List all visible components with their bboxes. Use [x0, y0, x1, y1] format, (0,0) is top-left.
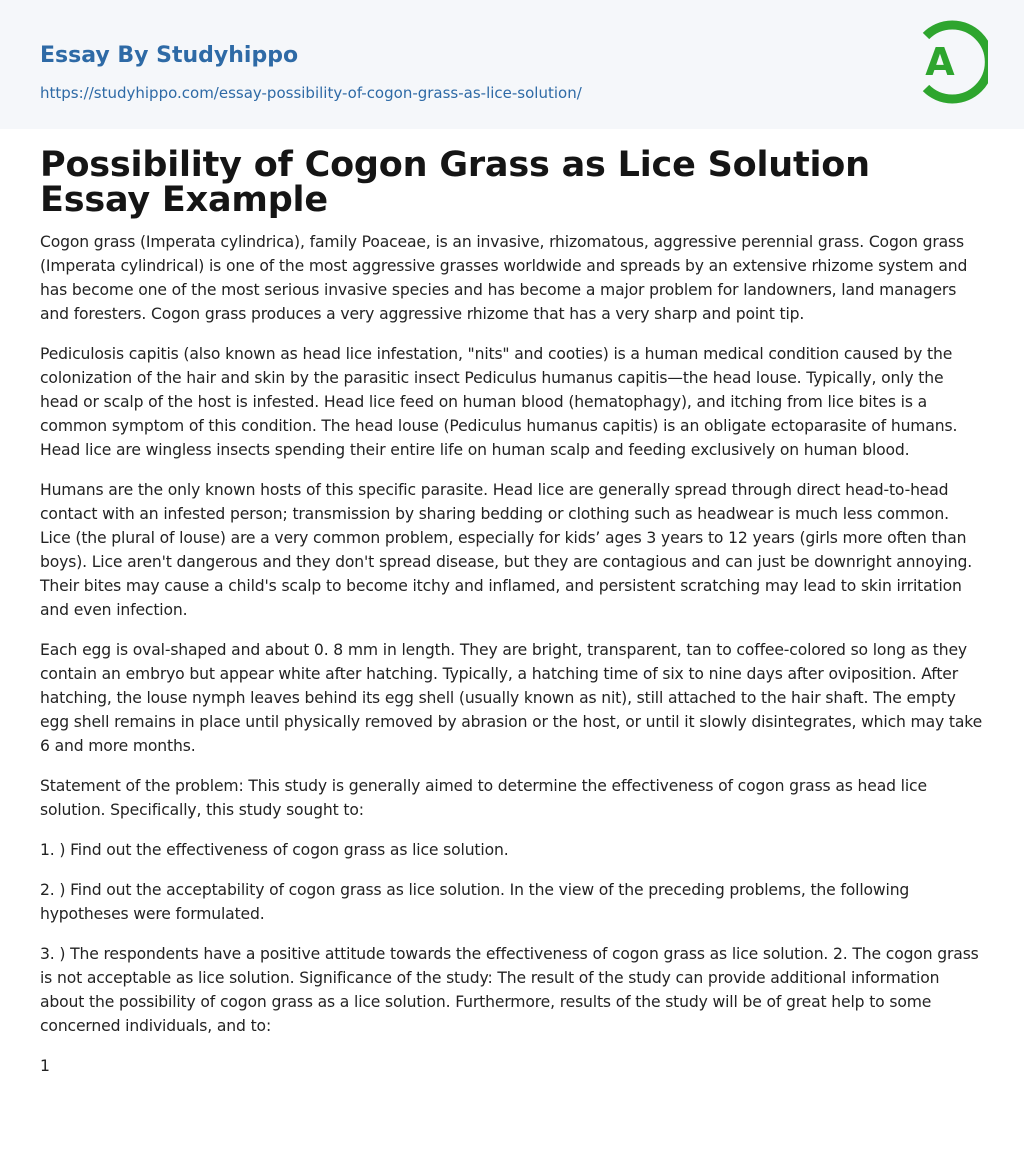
- studyhippo-logo[interactable]: [912, 18, 988, 106]
- article-title: Possibility of Cogon Grass as Lice Solution Essay Example: [40, 145, 870, 220]
- paragraph-intro-cogon-grass: Cogon grass (Imperata cylindrica), family Poaceae, is an invasive, rhizomatous, aggressive perennial grass. Cogon grass (Imperata cylindrical) is one of the most aggressive grasses worldwide and spreads by an extensive rhizome system and has become one of the most serious invasive species and has become a major problem for landowners, land managers and foresters. Cogon grass produces a very aggressive rhizome that has a very sharp and point tip.: [40, 233, 968, 323]
- paragraph-egg: Each egg is oval-shaped and about 0. 8 mm in length. They are bright, transparent, tan to coffee-colored so long as they contain an embryo but appear white after hatching. Typically, a hatching time of six to nine days after oviposition. After hatching, the louse nymph leaves behind its egg shell (usually known as nit), still attached to the hair shaft. The empty egg shell remains in place until physically removed by abrasion or the host, or until it slowly disintegrates, which may take 6 and more months.: [40, 641, 983, 755]
- paragraph-pediculosis: Pediculosis capitis (also known as head lice infestation, "nits" and cooties) is a human medical condition caused by the colonization of the hair and skin by the parasitic insect Pediculus humanus capitis—the head louse. Typically, only the head or scalp of the host is infested. Head lice feed on human blood (hematophagy), and itching from lice bites is a common symptom of this condition. The head louse (Pediculus humanus capitis) is an obligate ectoparasite of humans. Head lice are wingless insects spending their entire life on human scalp and feeding exclusively on human blood.: [40, 345, 958, 459]
- paragraph-page-number: 1: [40, 1057, 50, 1075]
- page-url-link[interactable]: https://studyhippo.com/essay-possibility-of-cogon-grass-as-lice-solution/: [40, 84, 582, 102]
- logo-ring-icon: [912, 18, 988, 106]
- logo-letter: A: [925, 40, 955, 84]
- site-brand[interactable]: Essay By Studyhippo: [40, 43, 299, 68]
- site-header: [0, 0, 1024, 129]
- paragraph-item-2: 2. ) Find out the acceptability of cogon grass as lice solution. In the view of the preceding problems, the following hypotheses were formulated.: [40, 881, 910, 923]
- paragraph-hosts: Humans are the only known hosts of this specific parasite. Head lice are generally spread through direct head-to-head contact with an infested person; transmission by sharing bedding or clothing such as headwear is much less common. Lice (the plural of louse) are a very common problem, especially for kids’ ages 3 years to 12 years (girls more often than boys). Lice aren't dangerous and they don't spread disease, but they are contagious and can just be downright annoying. Their bites may cause a child's scalp to become itchy and inflamed, and persistent scratching may lead to skin irritation and even infection.: [40, 481, 973, 619]
- paragraph-statement-of-problem: Statement of the problem: This study is generally aimed to determine the effectiveness of cogon grass as head lice solution. Specifically, this study sought to:: [40, 777, 927, 819]
- paragraph-item-3: 3. ) The respondents have a positive attitude towards the effectiveness of cogon grass as lice solution. 2. The cogon grass is not acceptable as lice solution. Significance of the study: The result of the study can provide additional information about the possibility of cogon grass as a lice solution. Furthermore, results of the study will be of great help to some concerned individuals, and to:: [40, 945, 979, 1035]
- paragraph-item-1: 1. ) Find out the effectiveness of cogon grass as lice solution.: [40, 841, 509, 859]
- article: [0, 145, 1024, 1078]
